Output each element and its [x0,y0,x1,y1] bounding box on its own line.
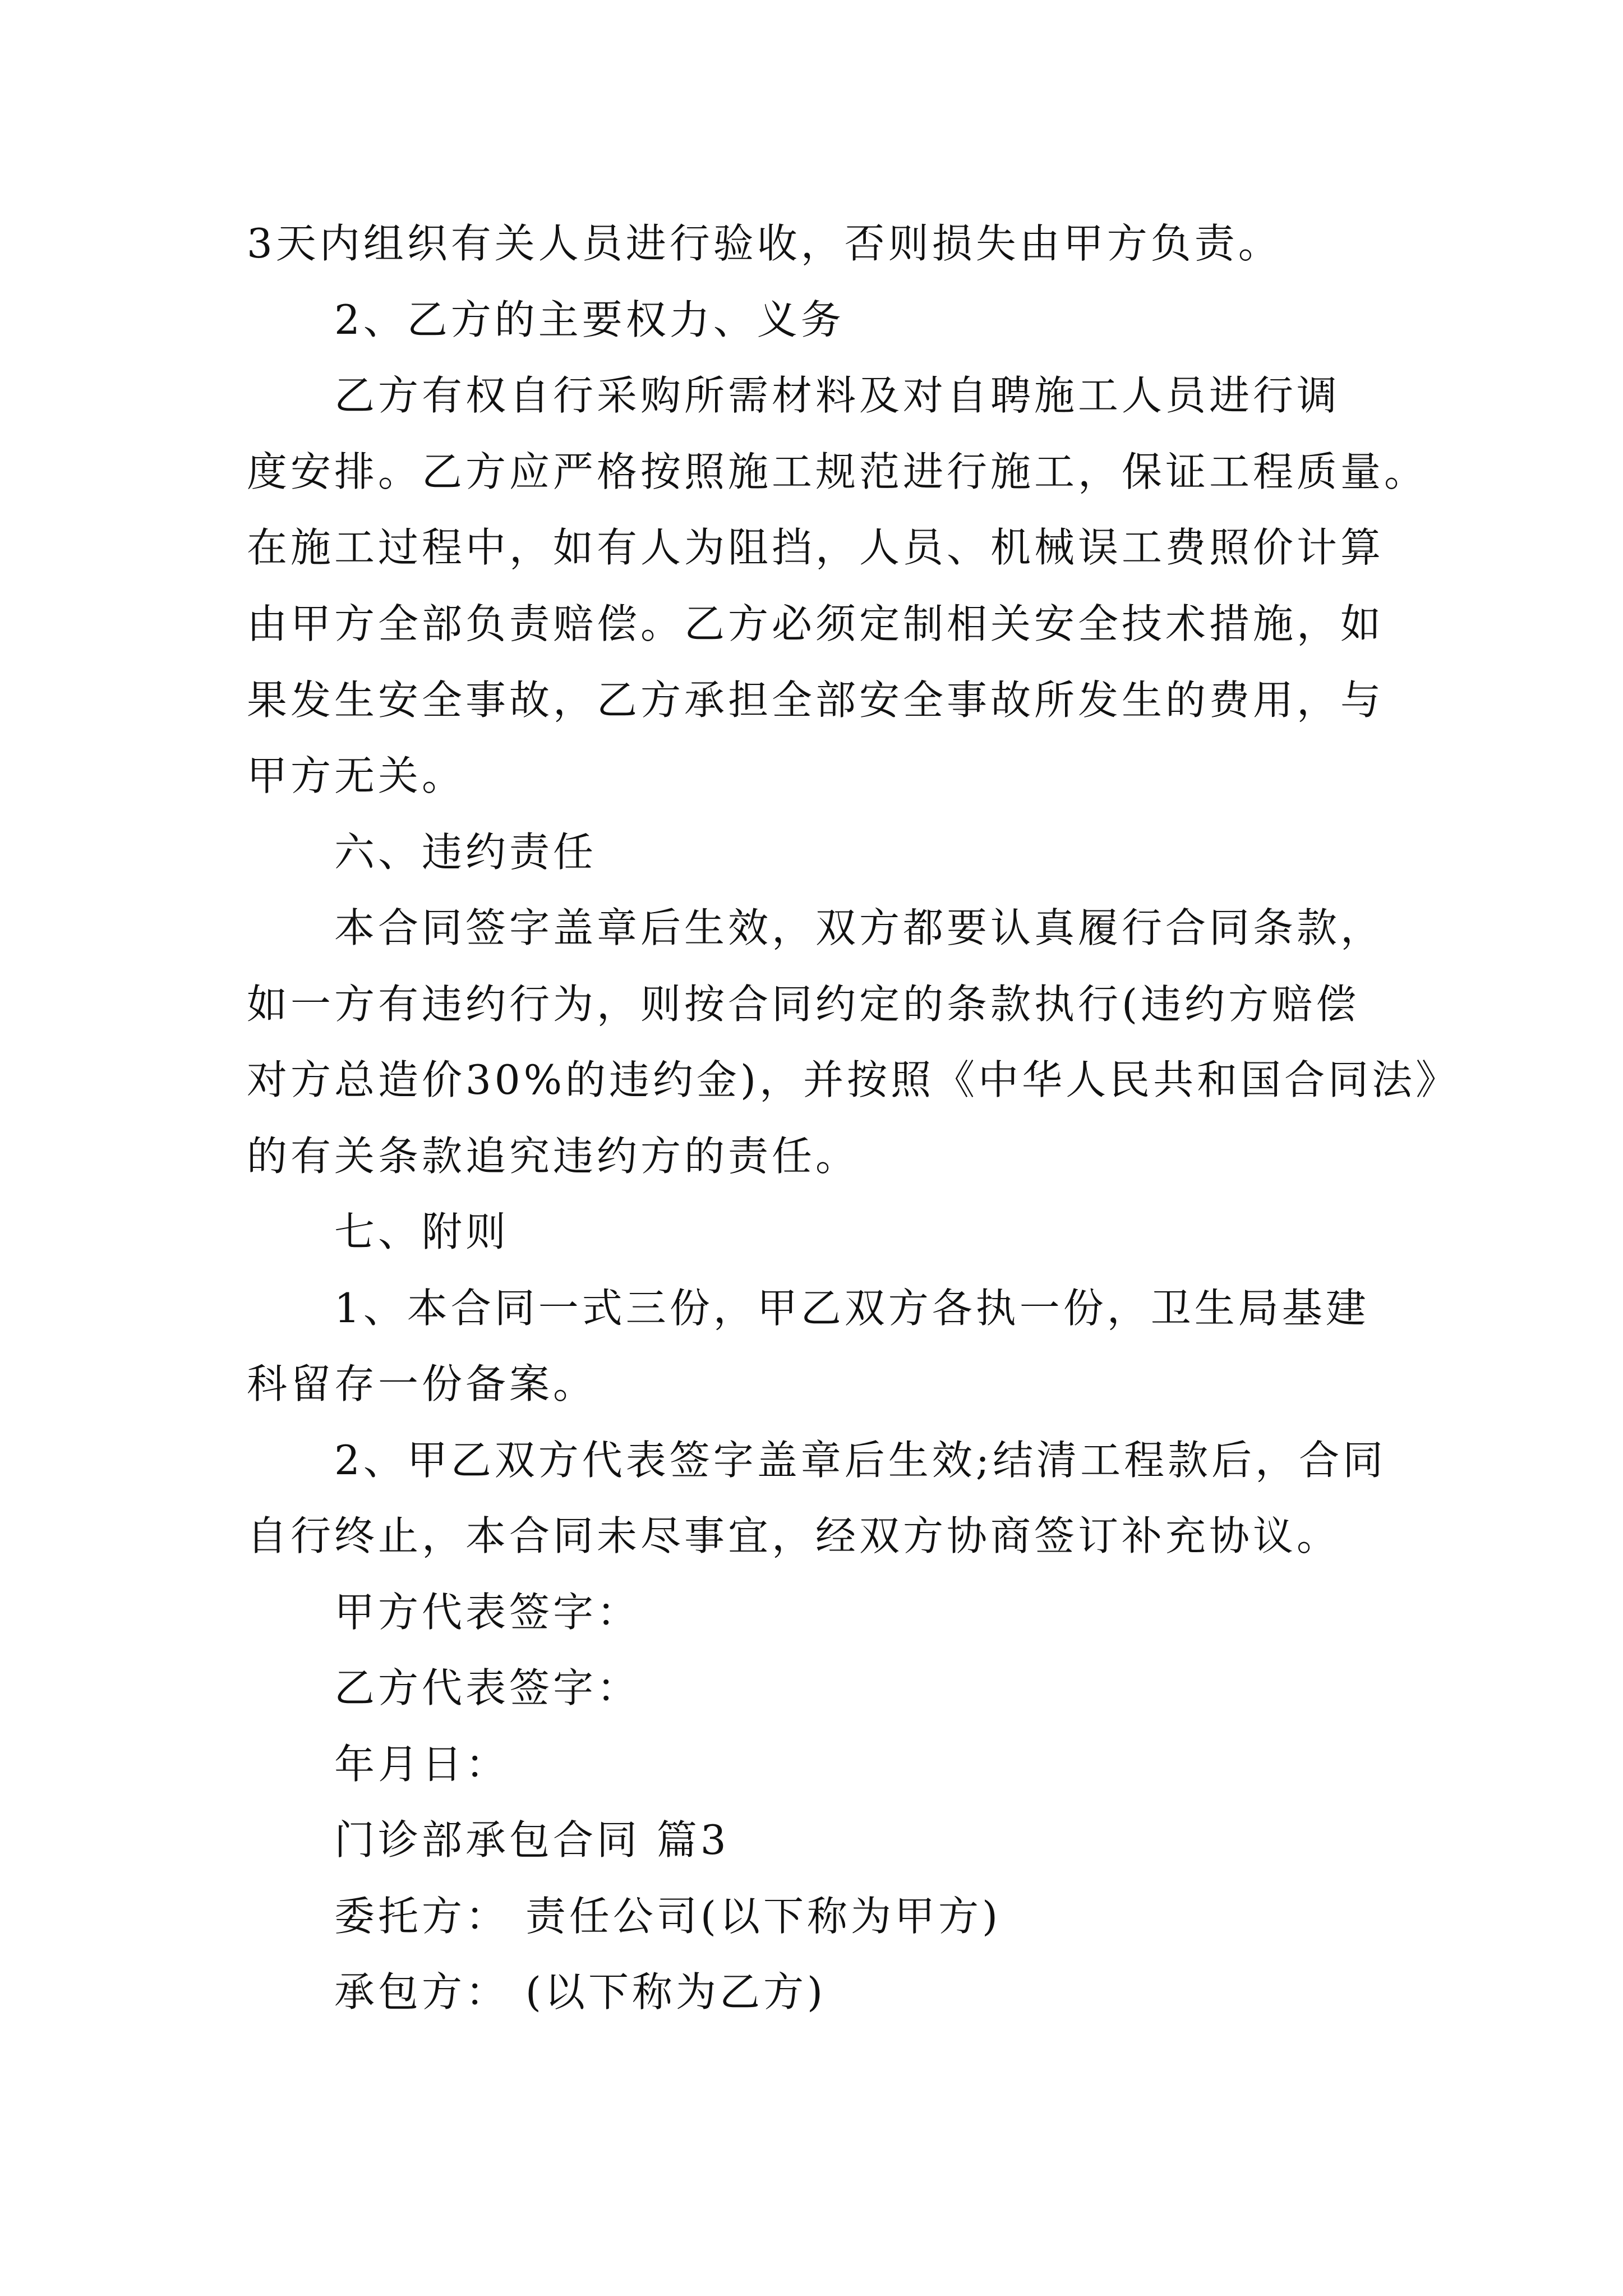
paragraph-line: 的有关条款追究违约方的责任。 [247,1133,860,1180]
paragraph-line: 对方总造价30%的违约金)，并按照《中华人民共和国合同法》 [247,1056,1460,1103]
paragraph-line: 1、本合同一式三份，甲乙双方各执一份，卫生局基建 [334,1285,1370,1332]
section-heading: 2、乙方的主要权力、义务 [334,296,845,343]
paragraph-line: 自行终止，本合同未尽事宜，经双方协商签订补充协议。 [247,1512,1341,1559]
paragraph-line: 乙方有权自行采购所需材料及对自聘施工人员进行调 [334,372,1341,419]
paragraph-line: 在施工过程中，如有人为阻挡，人员、机械误工费照价计算 [247,524,1385,571]
paragraph-line: 由甲方全部负责赔偿。乙方必须定制相关安全技术措施，如 [247,600,1385,647]
paragraph-line: 本合同签字盖章后生效，双方都要认真履行合同条款， [334,904,1385,951]
signature-line-party-b: 乙方代表签字： [334,1664,641,1711]
section-heading: 七、附则 [334,1208,510,1255]
paragraph-line: 甲方无关。 [247,752,466,799]
paragraph-line: 果发生安全事故，乙方承担全部安全事故所发生的费用，与 [247,677,1385,724]
client-line: 委托方： 责任公司(以下称为甲方) [334,1893,1002,1940]
paragraph-line: 度安排。乙方应严格按照施工规范进行施工，保证工程质量。 [247,448,1428,495]
paragraph-line: 3天内组织有关人员进行验收，否则损失由甲方负责。 [247,220,1282,267]
paragraph-line: 如一方有违约行为，则按合同约定的条款执行(违约方赔偿 [247,981,1360,1028]
section-heading: 六、违约责任 [334,829,597,876]
date-line: 年月日： [334,1741,510,1788]
contractor-line: 承包方： (以下称为乙方) [334,1968,827,2016]
signature-line-party-a: 甲方代表签字： [334,1589,641,1636]
paragraph-line: 科留存一份备案。 [247,1360,597,1407]
section-title: 门诊部承包合同 篇3 [334,1816,730,1864]
paragraph-line: 2、甲乙双方代表签字盖章后生效;结清工程款后，合同 [334,1437,1387,1484]
